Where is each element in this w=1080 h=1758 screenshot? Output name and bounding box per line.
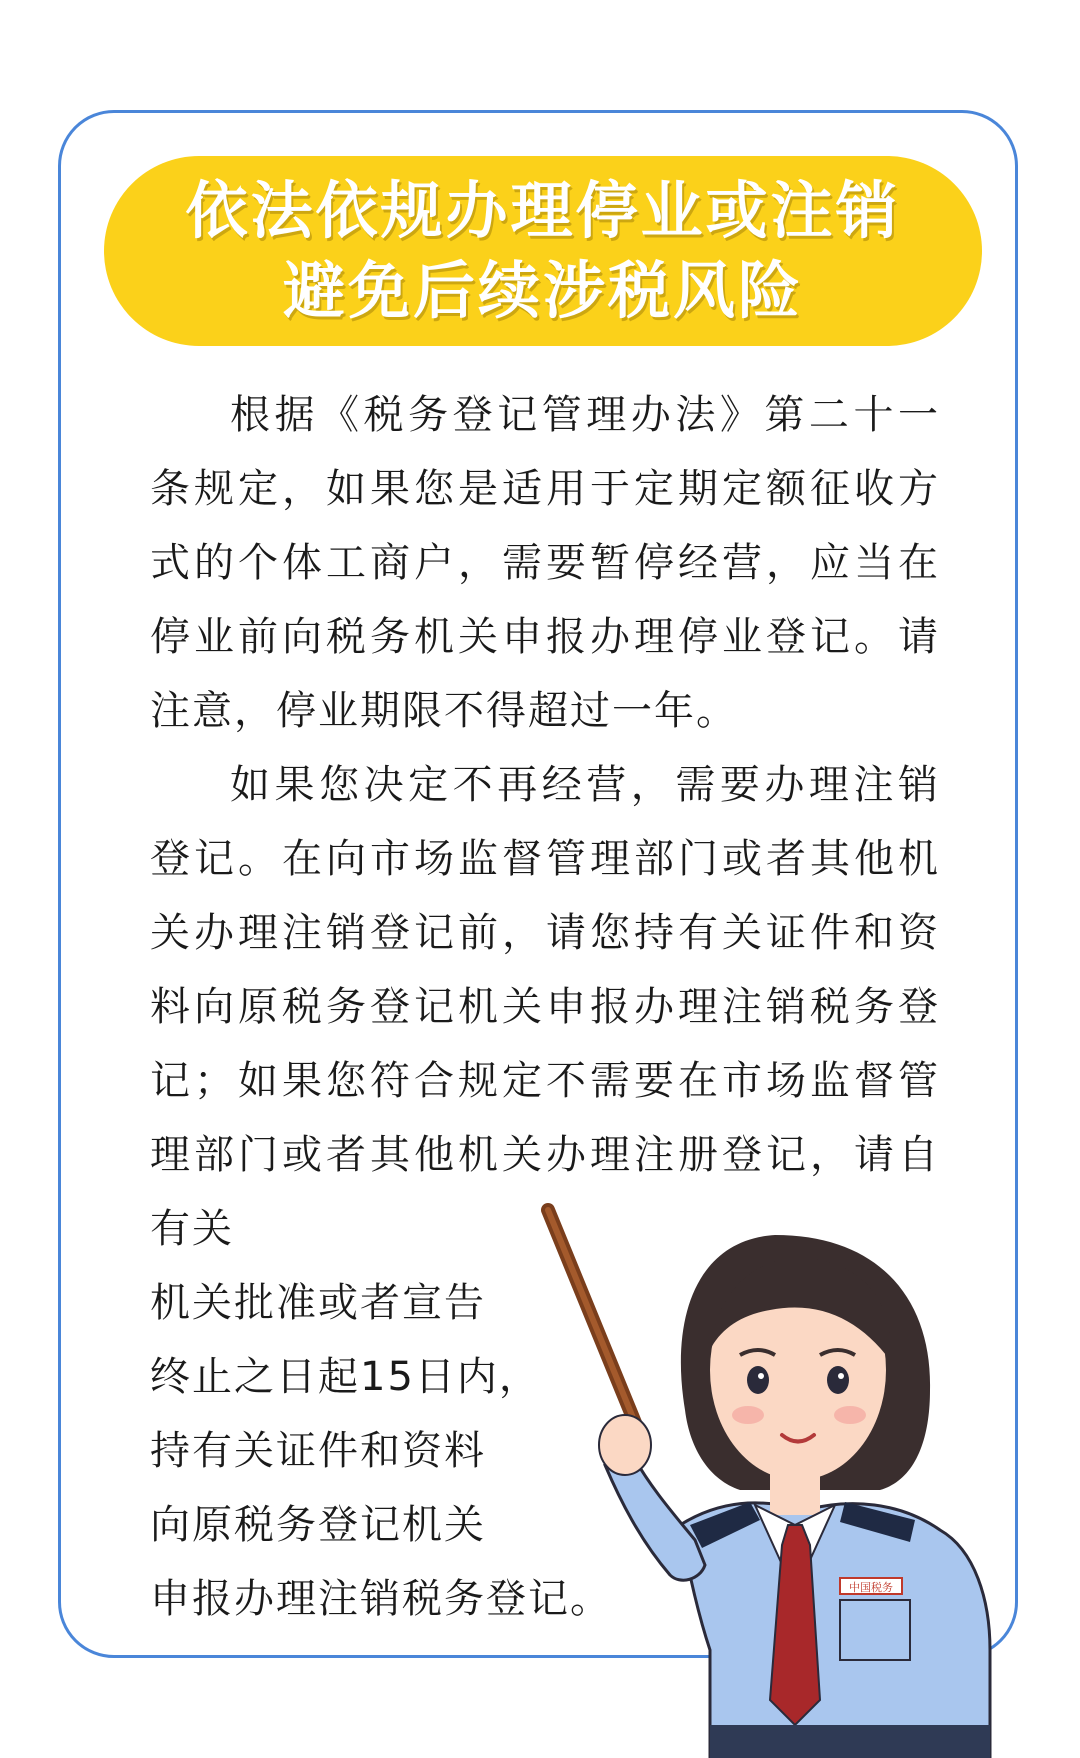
title-line-2: 避免后续涉税风险 bbox=[282, 254, 803, 327]
trousers bbox=[710, 1725, 990, 1758]
tax-officer-illustration bbox=[520, 1180, 1040, 1758]
title-banner bbox=[104, 156, 982, 346]
paragraph-1: 根据《税务登记管理办法》第二十一条规定，如果您是适用于定期定额征收方式的个体工商户，需要暂停经营，应当在停业前向税务机关申报办理停业登记。请注意，停业期限不得超过一年。 bbox=[150, 392, 940, 734]
badge-text: 中国税务 bbox=[849, 1581, 893, 1594]
tail-line-5: 申报办理注销税务登记。 bbox=[150, 1576, 612, 1622]
paragraph-2-main: 如果您决定不再经营，需要办理注销登记。在向市场监督管理部门或者其他机关办理注销登记前，请您持有关证件和资料向原税务登记机关申报办理注销税务登记；如果您符合规定不需要在市场监督管理部门或者其他机关办理注册登记，请自有关 bbox=[150, 762, 940, 1252]
hand bbox=[599, 1415, 651, 1475]
tail-line-4: 向原税务登记机关 bbox=[150, 1502, 486, 1548]
tail-line-1: 机关批准或者宣告 bbox=[150, 1280, 486, 1326]
title-line-1: 依法依规办理停业或注销 bbox=[185, 174, 901, 247]
uniform-shirt bbox=[680, 1503, 990, 1758]
left-eye bbox=[747, 1366, 769, 1394]
right-eye bbox=[827, 1366, 849, 1394]
tail-line-3: 持有关证件和资料 bbox=[150, 1428, 486, 1474]
tail-line-2: 终止之日起15日内， bbox=[150, 1354, 541, 1400]
